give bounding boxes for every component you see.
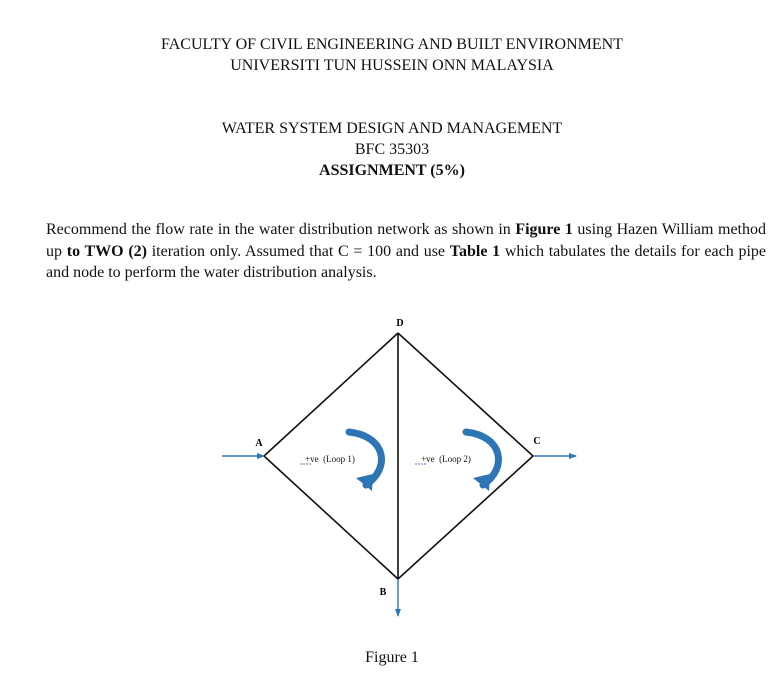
course-code: BFC 35303 [354,141,430,158]
pipe-d-c [398,333,533,456]
node-label-d: D [396,318,404,329]
loop-2-label: +ve (Loop 2) [421,454,471,464]
question-part-2: using Hazen William method up [46,221,766,260]
question-part-1: Recommend the flow rate in the water distribution network as shown in [46,221,516,238]
figure-reference: Figure 1 [515,221,573,238]
table-reference: Table 1 [449,242,501,260]
course-title: WATER SYSTEM DESIGN AND MANAGEMENT [221,120,563,137]
figure-caption: Figure 1 [365,649,419,666]
node-label-c: C [533,436,541,447]
node-label-b: B [379,587,387,598]
iteration-count: to TWO (2) [66,242,147,260]
question-part-4: which tabulates the details for each pipe and node to perform the water distribution analysis. [46,242,767,281]
pipe-a-d [264,333,398,456]
loop-1-label: +ve (Loop 1) [305,454,355,464]
node-label-a: A [255,438,263,449]
university-name: UNIVERSITI TUN HUSSEIN ONN MALAYSIA [230,57,554,74]
assignment-title: ASSIGNMENT (5%) [319,162,465,179]
question-part-3: iteration only. Assumed that C = 100 and use [147,242,450,260]
faculty-name: FACULTY OF CIVIL ENGINEERING AND BUILT ENVIRONMENT [161,36,623,53]
pipe-c-b [398,456,533,579]
